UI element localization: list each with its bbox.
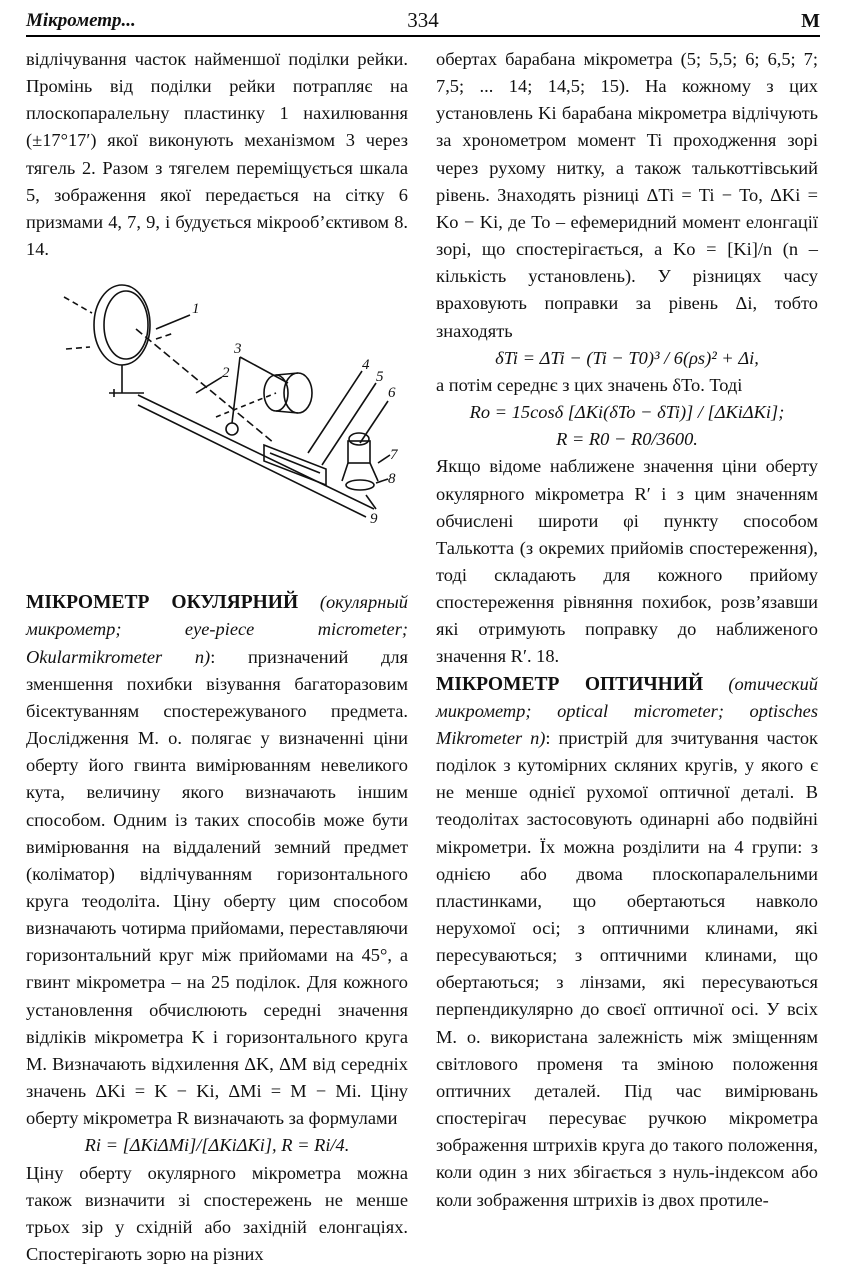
figure-label-4: 4 — [362, 357, 370, 374]
entry-title-2: МІКРОМЕТР ОПТИЧНИЙ — [436, 673, 704, 695]
figure-label-1: 1 — [192, 301, 200, 318]
entry-body-2: : пристрій для зчитування часток поділок з кутомірних скляних кругів, у якого є не менше однієї рухомої оптичної деталі. В теодолітах застосовують одинарні або подвійні мікрометри. Їх можна розділити на 4 групи: з однією або двома плоскопаралельними пластинками, що обертаються навколо нерухомої осі; з оптичними клинами, які пересуваються; з оптичними клинами, що обертаються; з лінзами, які пересуваються перпендикулярно до своєї оптичної осі. У всіх М. о. використана залежність між зміщенням світлового променя та зміною положення оптичних деталей. Під час вимірювань спостерігач пересуває ручкою мікрометра зображення штрихів круга до такого положення, коли один з них збігається з нуль-індексом або коли зображення штрихів із двох протиле- — [436, 727, 818, 1210]
entry-optychnyi — [436, 671, 818, 1214]
left-column — [26, 46, 408, 1268]
right-paragraph-1: обертах барабана мікрометра (5; 5,5; 6; 6,5; 7; 7,5; ... 14; 14,5; 15). На кожному з цих установлень Ki барабана мікрометра відлічують за хронометром момент Ti проходження зорі через рухому нитку, а також талькоттівський рівень. Знаходять різниці ΔTi = Ti − To, ΔKi = Ko − Ki, де To – ефемеридний момент елонгації зорі, що спостерігається, а Ko = [Ki]/n (n – кількість установлень). У різницях часу враховують поправки за рівень Δi, тобто знаходять — [436, 49, 818, 341]
figure-label-6: 6 — [388, 385, 396, 402]
right-column — [436, 46, 818, 1214]
right-mid-text: а потім середнє з цих значень δTo. Тоді — [436, 374, 743, 395]
page-number: 334 — [407, 8, 439, 32]
entry-okulyarnyi — [26, 589, 408, 1132]
formula-delta-t: δTi = ΔTi − (Ti − T0)³ / 6(ρs)² + Δi, — [495, 347, 759, 368]
formula-ri: Ri = [ΔKiΔMi]/[ΔKiΔKi], R = Ri/4. — [84, 1135, 350, 1156]
entry-title: МІКРОМЕТР ОКУЛЯРНИЙ — [26, 592, 299, 614]
running-title: Мікрометр... — [26, 10, 136, 31]
formula-ro: Ro = 15cosδ [ΔKi(δTo − δTi)] / [ΔKiΔKi]; — [469, 402, 785, 423]
figure-label-7: 7 — [390, 447, 398, 464]
entry-synonyms: (окулярный микрометр; eye-piece micrometer; Okularmikrometer n) — [26, 592, 408, 667]
figure-label-5: 5 — [376, 369, 384, 386]
page-header — [26, 10, 820, 34]
micrometer-diagram — [26, 273, 408, 575]
header-rule — [26, 35, 820, 37]
right-paragraph-2: Якщо відоме наближене значення ціни оберту окулярного мікрометра R′ і з цим значенням обчислені широти φi пункту способом Талькотта (з окремих прийомів спостереження), тоді складають для кожного прийому спостереження рівняння похибок, розв’язавши які отримують поправку до наближеного значення R′. 18. — [436, 456, 818, 667]
micrometer-figure — [26, 273, 408, 575]
intro-paragraph: відлічування часток найменшої поділки рейки. Промінь від поділки рейки потрапляє на плоскопаралельну пластинку 1 нахилювання (±17°17′) якої виконують механізмом 3 через тягель 2. Разом з тягелем переміщується шкала 5, зображення якої передається на сітку 6 призмами 4, 7, 9, і будується мікрооб’єктивом 8. 14. — [26, 49, 408, 260]
entry-synonyms-2: (отический микрометр; optical micrometer; optisches Mikrometer n) — [436, 673, 818, 748]
entry-continuation: Ціну оберту окулярного мікрометра можна також визначити зі спостережень не менше трьох зір у східній або західній елонгаціях. Спостерігають зорю на різних — [26, 1162, 408, 1264]
figure-label-9: 9 — [370, 511, 378, 528]
figure-label-8: 8 — [388, 471, 396, 488]
entry-body: : призначений для зменшення похибки візування багаторазовим бісектуванням спостережуваного предмета. Дослідження М. о. полягає у визначенні ціни оберту його гвинта вимірюванням невеликого кута, величину якого визначають іншим способом. Одним із таких способів може бути вимірювання на віддалений земний предмет (коліматор) відлічуванням горизонтального круга теодоліта. Ціну оберту цим способом визначають чотирма прийомами, переставляючи горизонтальний круг між прийомами на 45°, а гвинт мікрометра – на 25 поділок. Для кожного установлення обчислюють середні значення відліків мікрометра K і горизонтального круга M. Визначають відхилення ΔK, ΔM від середніх значень ΔKi = K − Ki, ΔMi = M − Mi. Ціну оберту мікрометра R визначають за формулами — [26, 646, 408, 1129]
figure-label-2: 2 — [222, 365, 230, 382]
formula-r: R = R0 − R0/3600. — [556, 429, 698, 450]
section-letter: М — [801, 10, 820, 32]
figure-label-3: 3 — [234, 341, 242, 358]
